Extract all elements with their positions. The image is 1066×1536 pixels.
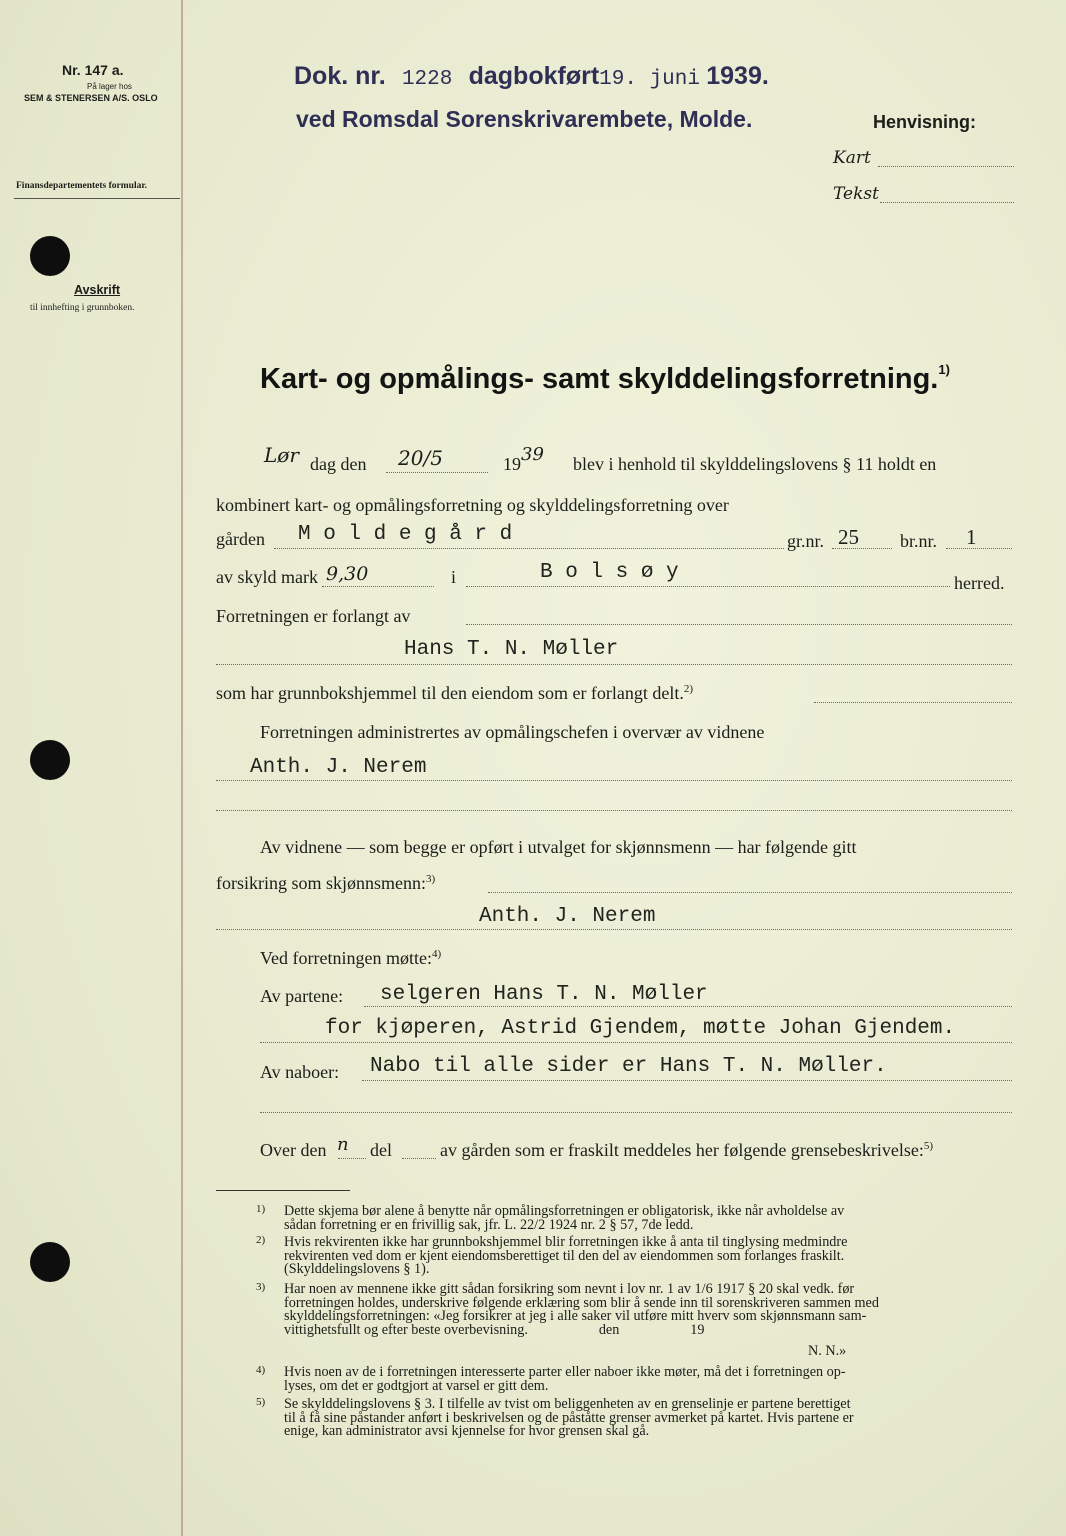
ministry-label: Finansdepartementets formular.	[16, 181, 148, 191]
footnote-number: 4)	[256, 1364, 266, 1376]
combined-text: kombinert kart- og opmålingsforretning og skylddelingsforretning over	[216, 495, 729, 515]
requester-fill: Hans T. N. Møller	[404, 638, 619, 661]
garden-fill: M o l d e g å r d	[298, 523, 513, 546]
parties-line-1	[364, 1006, 1012, 1007]
title-holder-note: 2)	[683, 683, 694, 695]
administered-text: Forretningen administrertes av opmålingschefen i overvær av vidnene	[260, 722, 765, 742]
year-fill: 39	[521, 444, 544, 465]
parties-fill-2: for kjøperen, Astrid Gjendem, møtte Johan Gjendem.	[325, 1017, 956, 1040]
brnr-line	[946, 548, 1012, 549]
over-den-label: Over den	[260, 1140, 327, 1160]
witness-line-2	[216, 810, 1012, 811]
stamp-doc-number: 1228	[401, 68, 453, 91]
reference-tekst-line	[880, 202, 1014, 203]
footnote-line: Hvis noen av de i forretningen interesserte parter eller naboer ikke møter, må det i forretningen op-	[284, 1364, 846, 1380]
attended-note: 4)	[431, 948, 442, 960]
assurance-text	[216, 873, 435, 894]
assessor-fill: Anth. J. Nerem	[479, 905, 656, 928]
over-den-line	[338, 1158, 366, 1159]
neighbours-line-2	[260, 1112, 1012, 1113]
footnote-line: rekvirenten ved dom er kjent eiendomsberettiget til den del av eiendommen som forlanges fraskilt.	[284, 1247, 845, 1264]
form-number: Nr. 147 a.	[62, 62, 124, 78]
footnote-line: vittighetsfullt og efter beste overbevisning. den 19	[284, 1321, 705, 1338]
assessor-line	[216, 929, 1012, 930]
skyld-label: av skyld mark	[216, 567, 318, 587]
title-holder-line	[814, 702, 1012, 703]
copy-title: Avskrift	[74, 283, 121, 297]
del-line	[402, 1158, 436, 1159]
footnote-line: Har noen av mennene ikke gitt sådan forsikring som nevnt i lov nr. 1 av 1/6 1917 § 20 skal vedk. før	[284, 1281, 855, 1297]
footnote-number: 3)	[256, 1281, 266, 1293]
neighbours-line	[362, 1080, 1012, 1081]
punch-hole	[30, 1242, 70, 1282]
date-fill: 20/5	[398, 446, 443, 470]
witness-fill: Anth. J. Nerem	[250, 756, 427, 779]
footnote-line: Hvis rekvirenten ikke har grunnbokshjemmel blir forretningen ikke å anta til tinglysing medmindre	[284, 1234, 848, 1250]
footnote-line: lyses, om det er godtgjort at varsel er gitt dem.	[284, 1377, 549, 1394]
herred-fill: B o l s ø y	[540, 561, 679, 584]
margin-divider	[14, 198, 180, 199]
stamp-dagbokfort: dagbokført	[468, 62, 600, 90]
skyld-line	[322, 586, 434, 587]
garden-label: gården	[216, 529, 265, 549]
stamp-year: 1939.	[706, 62, 769, 90]
footnote-line: skylddelingsforretningen: «Jeg forsikrer at jeg i alle saker vil utføre mitt hverv som skjønnsmann sam-	[284, 1308, 867, 1324]
footnote-line: N. N.»	[808, 1343, 847, 1359]
stamp-date: 19. juni	[599, 68, 700, 91]
title-holder-text	[216, 683, 693, 704]
footnote-line: sådan forretning er en frivillig sak, jfr. L. 22/2 1924 nr. 2 § 57, 7de ledd.	[284, 1216, 694, 1233]
attended-label: Ved forretningen møtte:	[260, 948, 432, 968]
parties-line-2	[260, 1042, 1012, 1043]
punch-hole	[30, 740, 70, 780]
title-holder-label: som har grunnbokshjemmel til den eiendom som er forlangt delt.	[216, 683, 684, 703]
assurance-note: 3)	[426, 873, 436, 885]
dag-den-label: dag den	[310, 454, 367, 474]
parties-fill-1: selgeren Hans T. N. Møller	[380, 983, 708, 1006]
parties-label: Av partene:	[260, 986, 344, 1006]
over-den-fill: n	[337, 1134, 349, 1155]
footnote-number: 5)	[256, 1396, 266, 1408]
reference-kart-label: Kart	[833, 148, 871, 168]
boundary-label: av gården som er fraskilt meddeles her følgende grensebeskrivelse:	[440, 1140, 924, 1160]
requested-line	[466, 624, 1012, 625]
boundary-note: 5)	[923, 1140, 933, 1152]
footnote-line: (Skylddelingslovens § 1).	[284, 1261, 430, 1277]
stamp-office: ved Romsdal Sorenskrivarembete, Molde.	[296, 106, 753, 132]
herred-label: herred.	[954, 573, 1005, 593]
skyld-fill: 9,30	[326, 563, 369, 585]
i-label: i	[451, 567, 457, 587]
title-note: 1)	[938, 362, 950, 377]
registration-stamp	[294, 62, 769, 91]
requested-label: Forretningen er forlangt av	[216, 606, 411, 626]
footnote-line: forretningen holdes, underskrive følgende erklæring som blir å sende inn til sorenskriveren sammen med	[284, 1294, 879, 1311]
witness-line	[216, 780, 1012, 781]
year-prefix: 19	[503, 454, 521, 474]
attended-text	[260, 948, 441, 969]
form-title	[260, 362, 950, 396]
grnr-label: gr.nr.	[787, 531, 825, 551]
reference-kart-line	[878, 166, 1014, 167]
grnr-line	[832, 548, 892, 549]
del-label: del	[370, 1140, 392, 1160]
publisher-line2: SEM & STENERSEN A/S. OSLO	[24, 93, 158, 103]
publisher-line1: På lager hos	[87, 82, 132, 91]
punch-hole	[30, 236, 70, 276]
footnote-line: enige, kan administrator avsi kjennelse for hvor grensen skal gå.	[284, 1423, 650, 1439]
reference-heading: Henvisning:	[873, 112, 977, 132]
statute-text: blev i henhold til skylddelingslovens § 11 holdt en	[573, 454, 937, 474]
neighbours-fill: Nabo til alle sider er Hans T. N. Møller.	[370, 1055, 887, 1078]
margin-rule	[181, 0, 183, 1536]
garden-line	[274, 548, 784, 549]
assurance-line	[488, 892, 1012, 893]
reference-tekst-label: Tekst	[833, 184, 879, 204]
footnote-number: 1)	[256, 1203, 266, 1215]
copy-subtitle: til innhefting i grunnboken.	[30, 303, 135, 313]
neighbours-label: Av naboer:	[260, 1062, 340, 1082]
footnote-line: Se skylddelingslovens § 3. I tilfelle av tvist om beliggenheten av en grenselinje er partene berettiget	[284, 1396, 851, 1412]
footnote-line: Dette skjema bør alene å benytte når opmålingsforretningen er obligatorisk, ikke når avholdelse av	[284, 1203, 845, 1219]
weekday-fill: Lør	[264, 443, 299, 467]
brnr-fill: 1	[966, 525, 977, 549]
grnr-fill: 25	[838, 525, 859, 549]
form-title-text: Kart- og opmålings- samt skylddelingsforretning.	[260, 363, 939, 395]
footnote-number: 2)	[256, 1234, 266, 1246]
requester-line	[216, 664, 1012, 665]
herred-line	[466, 586, 950, 587]
brnr-label: br.nr.	[900, 531, 938, 551]
boundary-text	[440, 1140, 933, 1161]
stamp-doc-label: Dok. nr.	[294, 62, 386, 90]
footnote-rule	[216, 1190, 350, 1191]
footnote-line: til å få sine påstander anført i beskrivelsen og de påståtte grenser avmerket på kartet. Hvis partene er	[284, 1409, 854, 1426]
assurance-label: forsikring som skjønnsmenn:	[216, 873, 426, 893]
witnesses-text: Av vidnene — som begge er opført i utvalget for skjønnsmenn — har følgende gitt	[260, 837, 857, 857]
date-line	[386, 472, 488, 473]
